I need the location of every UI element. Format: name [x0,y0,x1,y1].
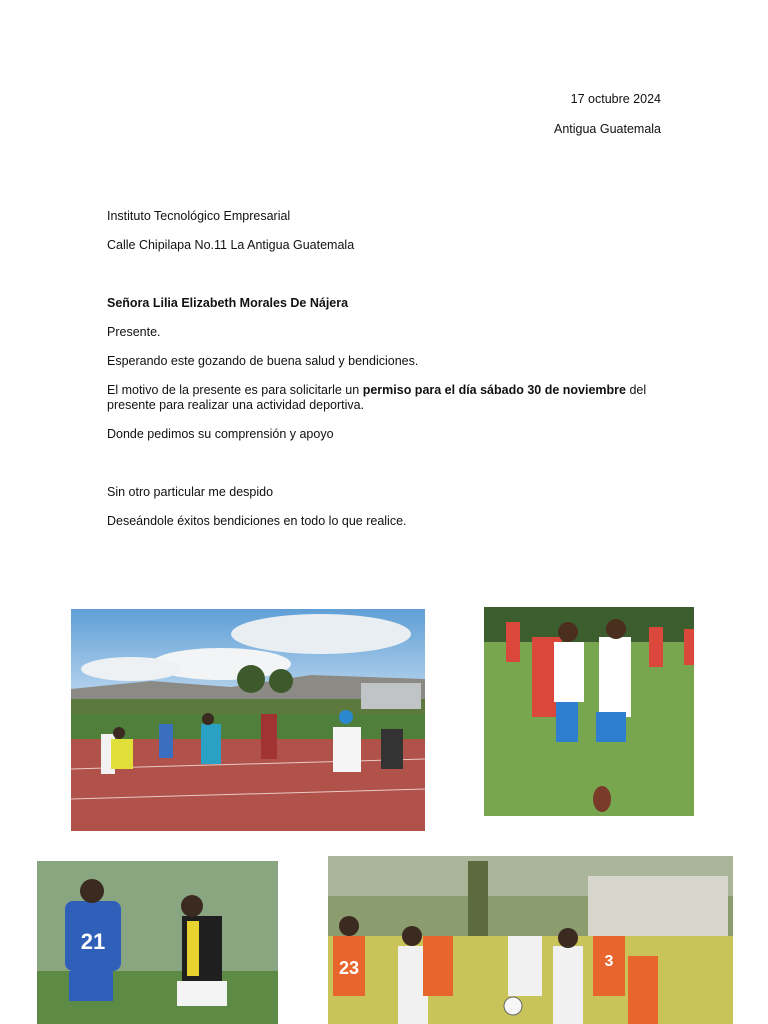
greeting-line: Esperando este gozando de buena salud y bendiciones. [107,354,419,368]
support-line: Donde pedimos su comprensión y apoyo [107,427,334,441]
closing-line-1: Sin otro particular me despido [107,485,274,499]
motivo-post: del presente para realizar una actividad deportiva. [107,383,647,412]
letter-place: Antigua Guatemala [553,122,661,136]
photo3-jersey-number: 21 [80,929,106,954]
photo-two-players [37,861,278,1024]
presente-line: Presente. [107,325,161,339]
photo-girls-soccer [484,607,694,816]
motivo-pre: El motivo de la presente es para solicitarle un [107,383,363,397]
motivo-paragraph [107,383,652,413]
letter-date: 17 octubre 2024 [570,92,661,106]
motivo-bold: permiso para el día sábado 30 de noviembre [362,383,626,397]
photo-team-match-image [328,856,733,1024]
letter-body [107,209,667,529]
photo-track-activity-image [71,609,425,831]
photo-track-activity [71,609,425,831]
photo4-jersey-b: 3 [604,953,614,970]
institution-address: Calle Chipilapa No.11 La Antigua Guatemala [107,238,355,252]
institution-name: Instituto Tecnológico Empresarial [107,209,291,223]
photo4-jersey-a: 23 [338,958,360,978]
photo-girls-soccer-image [484,607,694,816]
closing-line-2: Deseándole éxitos bendiciones en todo lo que realice. [107,514,407,528]
photo-team-match [328,856,733,1024]
recipient-name: Señora Lilia Elizabeth Morales De Nájera [107,296,349,310]
letter-header [554,92,661,152]
photo-two-players-image [37,861,278,1024]
